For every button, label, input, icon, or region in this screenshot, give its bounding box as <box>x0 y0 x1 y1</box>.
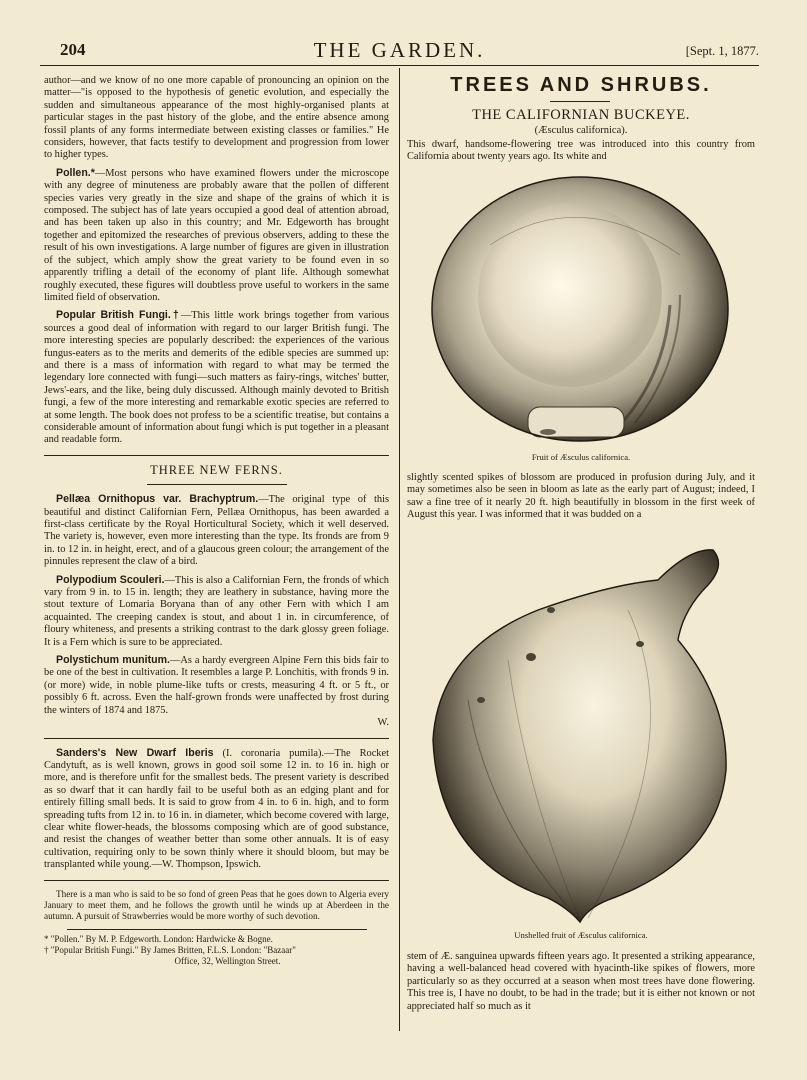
ferns-section-title: THREE NEW FERNS. <box>150 462 283 477</box>
page-number: 204 <box>60 40 86 59</box>
column-divider <box>399 68 400 1031</box>
pellaea-heading: Pellæa Ornithopus var. Brachyptrum. <box>56 493 259 506</box>
iberis-heading: Sanders's New Dwarf Iberis <box>56 746 214 759</box>
figure-2-caption: Unshelled fruit of Æsculus californica. <box>514 930 648 940</box>
fungi-review <box>44 309 389 446</box>
polystichum-signature: W. <box>377 717 389 729</box>
polypodium-text: —This is also a Californian Fern, the fronds of which vary from 9 in. to 15 in. length; they are leathery in substance, having more the stout texture of Lomaria Boryana than of any other Fern with which I am acquainted. The creeping candex is stout, and about 1 in. in circumference, of floury whiteness, and presents a striking contrast to the dark glossy green foliage. It is a Fern which is sure to be appreciated. <box>44 574 389 648</box>
left-column <box>44 75 389 967</box>
paragraph-text: This dwarf, handsome-flowering tree was introduced into this country from California about twenty years ago. Its white and <box>407 139 755 163</box>
footnote-fungi: † "Popular British Fungi." By James Britten, F.L.S. London: "Bazaar" <box>44 944 296 955</box>
pellaea-entry <box>44 493 389 568</box>
polystichum-text: —As a hardy evergreen Alpine Fern this bids fair to be one of the best in cultivation. It resembles a large P. Lonchitis, with fronds 9 in. (or more) wide, in noble plume-like tufts or crests, measuring 4 ft. or 5 ft., or possibly 6 ft. across. Even the half-grown fronds were unaffected by frost during the winters of 1874 and 1875. <box>44 655 389 716</box>
pollen-heading: Pollen.* <box>56 166 95 179</box>
article-title: THE CALIFORNIAN BUCKEYE. <box>472 107 690 123</box>
fungi-heading: Popular British Fungi.† <box>56 309 181 322</box>
footnote-rule <box>67 929 367 930</box>
iberis-text: (I. coronaria pumila).—The Rocket Candytuft, as is well known, grows in good soil some 12 in. to 16 in. high or more, and is therefore unfit for the smallest beds. The present variety is described as so dwarf that it can hardly fail to be useful both as an edging plant and for entirely filling small beds. It is said to grow from 4 in. to 6 in. high, and to form spreading tufts from 12 in. to 16 in. in diameter, which become covered with large, clear white flower-heads, the blossoms composing which are of good substance, and resist the changes of weather better than some other annuals. It is of easy cultivation, requiring only to be sown thinly where it should bloom, but may be transplanted while young.—W. Thompson, Ipswich. <box>44 747 390 871</box>
section-rule <box>44 455 389 456</box>
article-subtitle: (Æsculus californica). <box>534 125 628 136</box>
footnote-fungi-cont: Office, 32, Wellington Street. <box>174 955 281 966</box>
article-paragraph-2 <box>407 472 755 527</box>
header-rule <box>40 65 759 66</box>
article-paragraph-3 <box>407 951 755 1018</box>
section-rule <box>44 880 389 881</box>
polystichum-heading: Polystichum munitum. <box>56 654 170 667</box>
fungi-text: —This little work brings together from various sources a good deal of information with regard to our larger British fungi. The more interesting species are popularly described: the experiences of the various fungus-eaters as to the merits and demerits of the edible species are summed up: and there is a mass of information with regard to what may be termed the legendary lore connected with fungi—such matters as fairy-rings, witches' butter, Jews'-ears, and the like, being duly discussed. Although mainly devoted to British fungi, a few of the more interesting and remarkable exotic species are referred to at some length. The book does not profess to be a scientific treatise, but contains a considerable amount of information about fungi which is put together in a pleasant and readable form. <box>44 310 389 446</box>
title-rule <box>147 484 287 485</box>
paragraph-text: slightly scented spikes of blossom are produced in profusion during July, and it may sometimes also be seen in bloom as late as the early part of August; indeed, I saw a fine tree of it nearly 20 ft. high beautifully in blossom in the first week of August this year. I was informed that it was budded on a <box>407 472 755 521</box>
figure-1-caption: Fruit of Æsculus californica. <box>531 452 631 462</box>
section-rule <box>44 738 389 739</box>
journal-title: THE GARDEN. <box>313 38 486 62</box>
section-title: TREES AND SHRUBS. <box>450 74 712 96</box>
iberis-entry <box>44 747 389 872</box>
unshelled-fruit-illustration <box>428 540 733 925</box>
peas-note: There is a man who is said to be so fond of green Peas that he goes down to Algeria every January to meet them, and he follows the growth until he winds up at Aberdeen in the autumn. A pursuit of Strawberries would be more worthy of such devotion. <box>44 888 389 921</box>
pollen-text: —Most persons who have examined flowers under the microscope with any degree of minuteness are probably aware that the pollen of different species varies very greatly in the size and shape of the grains of which it is composed. The subject has of late years occupied a good deal of attention abroad, and has been taken up also in this country; and Mr. Edgeworth has brought together and epitomized the researches of previous observers, adding to these the result of his own investigations. A large number of figures are given in illustration of the subject, which amply show the great variety to be found even in so apparently trifling a detail of the economy of plant life. Although somewhat roughly executed, these figures will doubtless prove useful to workers in the same limited field of observation. <box>44 167 389 303</box>
pellaea-text: —The original type of this beautiful and distinct Californian Fern, Pellæa Ornithopus, has been awarded a first-class certificate by the Royal Horticultural Society, which it well deserved. The variety is, however, even more interesting than the type. Its fronds are from 9 in. to 12 in. in height, erect, and of a glaucous green colour; the arrangement of the pinnules represent the claw of a bird. <box>44 494 389 568</box>
paragraph-text: stem of Æ. sanguinea upwards fifteen years ago. It presented a striking appearance, having a well-balanced head covered with hyacinth-like spikes of flowers, more particularly so as they occurred at a season when most trees have done flowering. This tree is, I have no doubt, to be had in the trade; but it is either not known or not appreciated half so much as it <box>407 951 755 1012</box>
title-rule <box>550 101 610 102</box>
issue-date: [Sept. 1, 1877. <box>685 44 759 58</box>
polypodium-heading: Polypodium Scouleri. <box>56 573 165 586</box>
buckeye-seed-illustration <box>430 175 735 447</box>
intro-paragraph: author—and we know of no one more capable of pronouncing an opinion on the matter—"is opposed to the hypothesis of genetic evolution, and especially the sudden and simultaneous appearance of the most highly-organised plants at particular stages in the past history of the globe, and the entire absence among fossil plants of any forms intermediate between existing classes or families." He considers, however, that facts testify to development and progression from lower to higher types. <box>44 75 389 161</box>
pollen-review <box>44 167 389 304</box>
article-paragraph-1 <box>407 139 755 169</box>
polypodium-entry <box>44 574 389 649</box>
footnote-pollen: * "Pollen." By M. P. Edgeworth. London: Hardwicke & Bogne. <box>44 933 273 944</box>
page-header <box>40 38 759 64</box>
polystichum-entry <box>44 654 389 717</box>
